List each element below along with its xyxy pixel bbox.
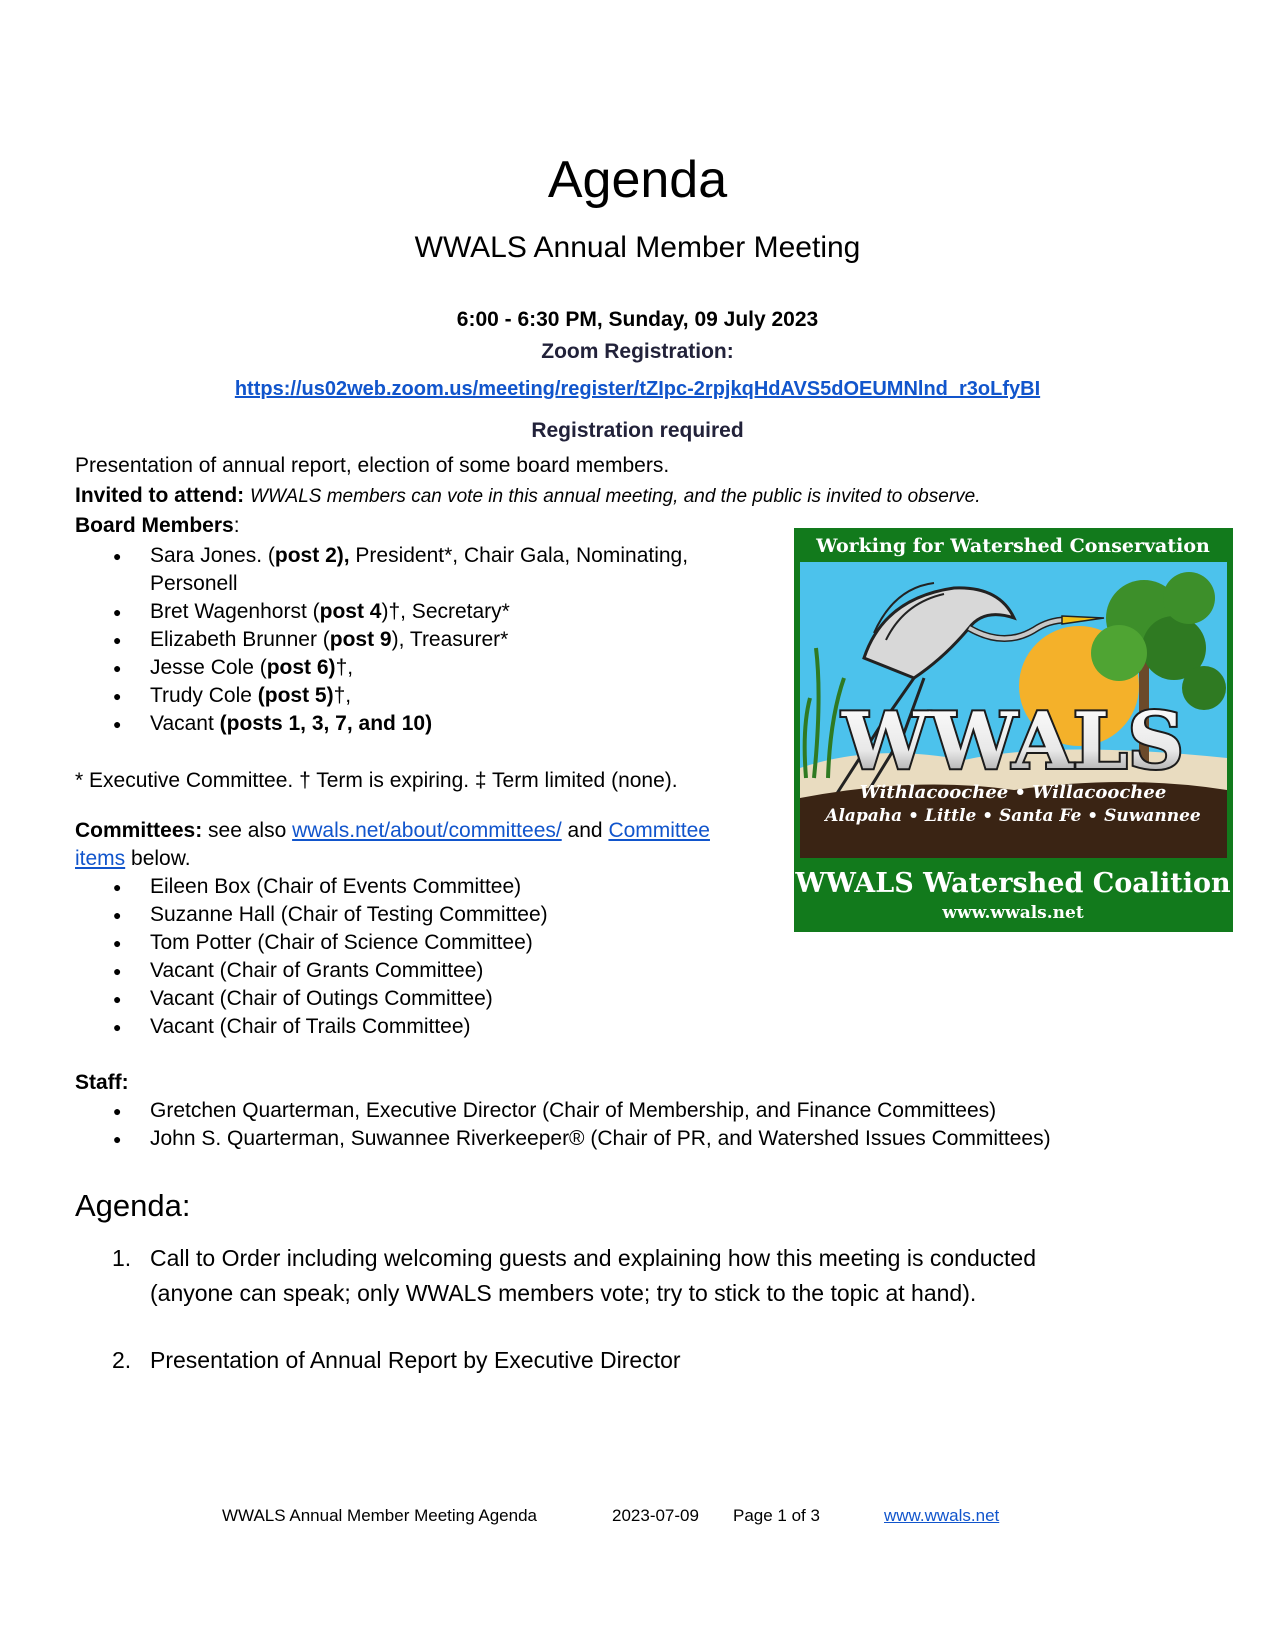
- registration-required-note: Registration required: [531, 419, 744, 442]
- member-post: post 2),: [274, 544, 350, 567]
- list-item: ● Eileen Box (Chair of Events Committee): [75, 873, 755, 901]
- list-item: [75, 626, 755, 654]
- invited-label: Invited to attend:: [75, 484, 245, 507]
- board-heading-text: Board Members: [75, 514, 234, 537]
- list-item: [75, 1241, 1135, 1311]
- logo-rivers-line2: Alapaha • Little • Santa Fe • Suwannee: [825, 806, 1201, 826]
- board-heading-colon: :: [233, 514, 240, 537]
- wwals-logo: [794, 528, 1233, 932]
- member-post: (post 5): [257, 684, 334, 707]
- member-role: †,: [333, 684, 352, 707]
- member-name: Jesse Cole (: [150, 656, 267, 679]
- page-title: Agenda: [547, 151, 728, 209]
- agenda-item-text: Call to Order including welcoming guests and explaining how this meeting is conducted: [150, 1245, 1036, 1271]
- footer-page-number: Page 1 of 3: [733, 1506, 820, 1525]
- agenda-item-text-cont: (anyone can speak; only WWALS members vote; try to stick to the topic at hand).: [150, 1280, 977, 1306]
- invited-line: [75, 482, 981, 510]
- board-members-heading: [75, 512, 240, 539]
- committees-line-1: [75, 817, 710, 844]
- list-item: ● Vacant (Chair of Trails Committee): [75, 1013, 755, 1041]
- member-name: Bret Wagenhorst (: [150, 600, 320, 623]
- footer-doc-title: WWALS Annual Member Meeting Agenda: [222, 1506, 537, 1525]
- list-item: [75, 710, 755, 738]
- committees-label: Committees:: [75, 819, 203, 842]
- committees-text: see also: [202, 819, 293, 842]
- member-name: Vacant: [150, 712, 220, 735]
- member-role-cont: Personell: [150, 572, 238, 595]
- committee-list: [75, 873, 755, 1041]
- zoom-registration-link[interactable]: https://us02web.zoom.us/meeting/register/tZIpc-2rpjkqHdAVS5dOEUMNlnd_r3oLfyBI: [234, 378, 1041, 400]
- list-item: ● Gretchen Quarterman, Executive Director (Chair of Membership, and Finance Committees): [75, 1097, 1225, 1125]
- agenda-heading: Agenda:: [75, 1188, 191, 1223]
- member-name: Elizabeth Brunner (: [150, 628, 330, 651]
- presentation-line: Presentation of annual report, election of some board members.: [75, 454, 670, 477]
- zoom-registration-label: Zoom Registration:: [541, 340, 734, 363]
- board-member-list: [75, 542, 755, 738]
- footer-date: 2023-07-09: [612, 1506, 699, 1525]
- board-legend: * Executive Committee. † Term is expiring. ‡ Term limited (none).: [75, 769, 678, 792]
- logo-bottom-title: WWALS Watershed Coalition: [795, 868, 1231, 899]
- list-item: [75, 654, 755, 682]
- agenda-item-number: 1.: [112, 1245, 132, 1271]
- logo-top-banner: Working for Watershed Conservation: [816, 535, 1210, 557]
- logo-wordmark: WWALS: [842, 696, 1184, 787]
- meeting-subtitle: WWALS Annual Member Meeting: [414, 231, 861, 264]
- meeting-datetime: 6:00 - 6:30 PM, Sunday, 09 July 2023: [456, 308, 819, 331]
- committees-text: and: [561, 819, 609, 842]
- member-role: )†, Secretary*: [381, 600, 510, 623]
- member-name: Sara Jones. (: [150, 544, 275, 567]
- list-item: ● Tom Potter (Chair of Science Committee): [75, 929, 755, 957]
- member-name: Trudy Cole: [150, 684, 258, 707]
- logo-bottom-url: www.wwals.net: [942, 903, 1084, 923]
- member-post: post 6): [266, 656, 336, 679]
- list-item: [75, 542, 755, 598]
- member-post: post 4: [319, 600, 382, 623]
- member-role: ), Treasurer*: [391, 628, 509, 651]
- member-post: (posts 1, 3, 7, and 10): [219, 712, 433, 735]
- staff-label: Staff:: [75, 1071, 129, 1094]
- list-item: ● John S. Quarterman, Suwannee Riverkeeper® (Chair of PR, and Watershed Issues Committees): [75, 1125, 1225, 1153]
- member-role: President*, Chair Gala, Nominating,: [349, 544, 689, 567]
- list-item: [75, 1343, 1135, 1378]
- agenda-list: [75, 1241, 1135, 1378]
- committees-page-link[interactable]: wwals.net/about/committees/: [292, 819, 562, 842]
- invited-text: WWALS members can vote in this annual meeting, and the public is invited to observe.: [250, 486, 981, 507]
- agenda-item-text: Presentation of Annual Report by Executive Director: [150, 1347, 681, 1373]
- list-item: ● Vacant (Chair of Outings Committee): [75, 985, 755, 1013]
- committees-text: below.: [125, 847, 191, 870]
- footer-site-wrap: [884, 1505, 999, 1527]
- member-role: †,: [335, 656, 354, 679]
- committees-line-2: [75, 845, 191, 872]
- committee-items-link-cont[interactable]: items: [75, 847, 126, 870]
- list-item: [75, 682, 755, 710]
- logo-rivers-line1: Withlacoochee • Willacoochee: [859, 782, 1167, 803]
- staff-list: [75, 1097, 1225, 1153]
- list-item: [75, 598, 755, 626]
- member-post: post 9: [329, 628, 392, 651]
- agenda-item-number: 2.: [112, 1347, 132, 1373]
- list-item: ● Suzanne Hall (Chair of Testing Committee): [75, 901, 755, 929]
- list-item: ● Vacant (Chair of Grants Committee): [75, 957, 755, 985]
- footer-site-link[interactable]: www.wwals.net: [884, 1506, 1000, 1525]
- zoom-link-container: [0, 377, 1275, 401]
- committee-items-link[interactable]: Committee: [608, 819, 710, 842]
